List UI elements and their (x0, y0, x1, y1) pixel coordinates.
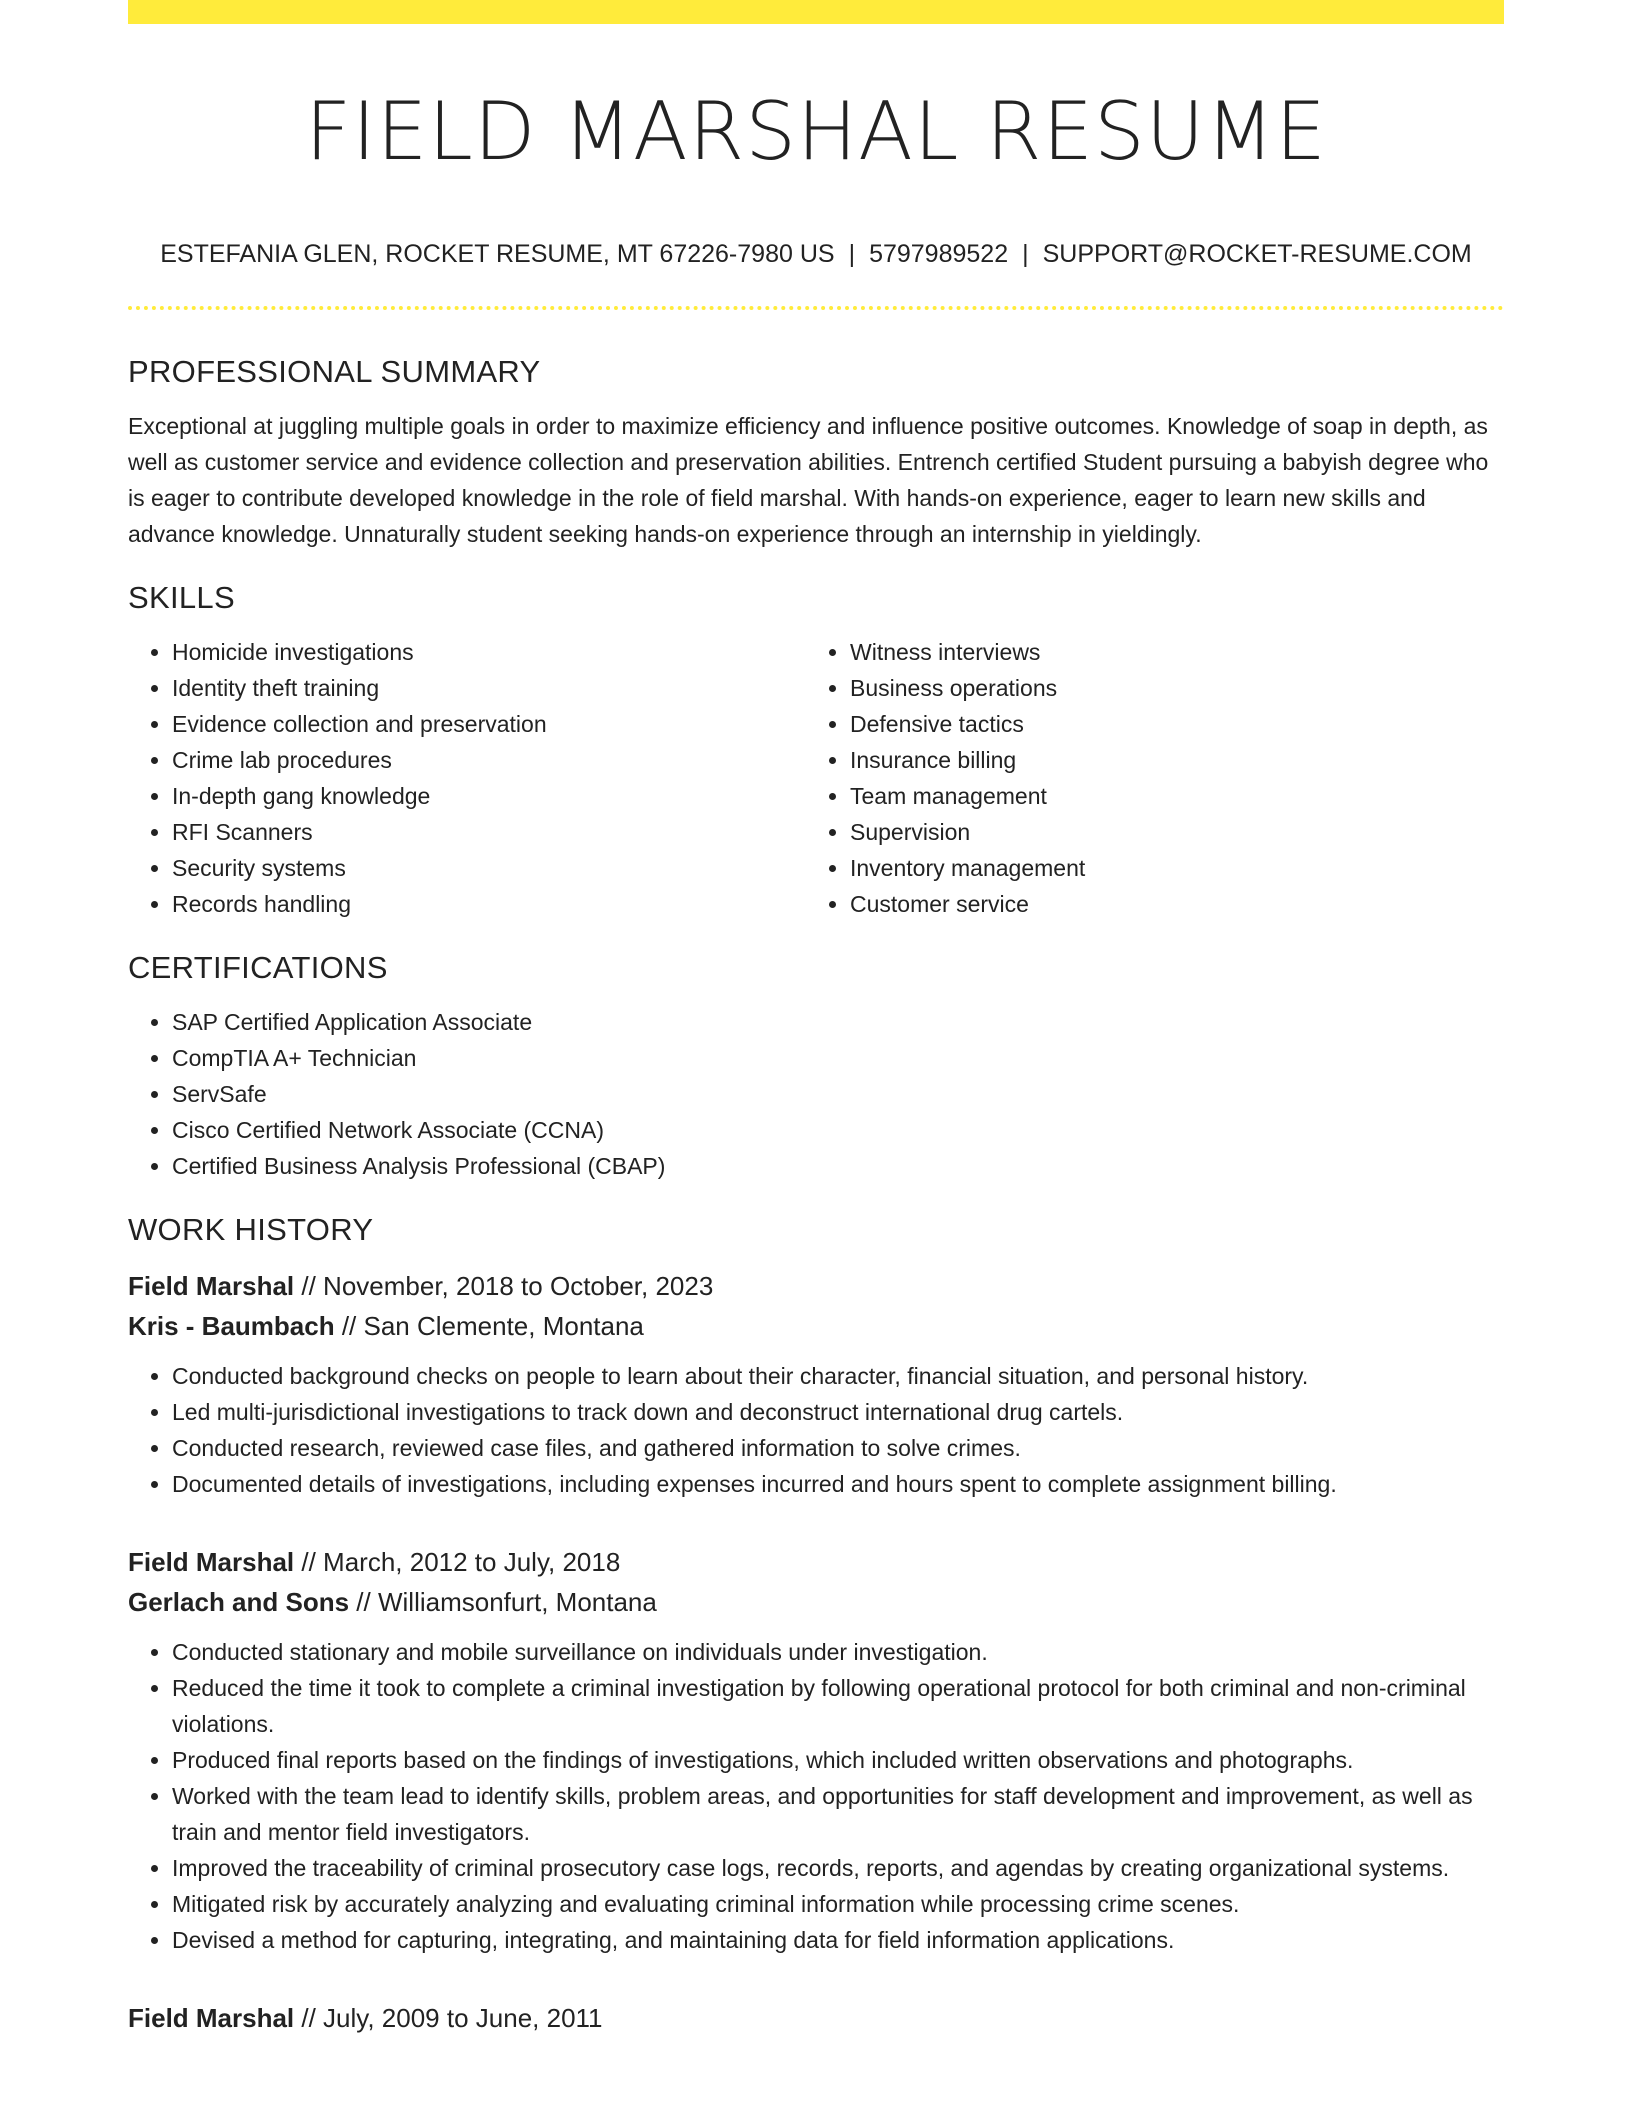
contact-phone: 5797989522 (869, 240, 1009, 268)
skills-right-column (806, 634, 1484, 922)
top-accent-bar (128, 0, 1504, 24)
work-history-heading: WORK HISTORY (128, 1212, 374, 1247)
job-role: Field Marshal (128, 1547, 295, 1577)
job-location: // San Clemente, Montana (334, 1311, 644, 1341)
list-item: • SAP Certified Application Associate (172, 1004, 1504, 1040)
job-dates: // July, 2009 to June, 2011 (294, 2003, 603, 2033)
list-item: • Devised a method for capturing, integrating, and maintaining data for field information applications. (172, 1922, 1504, 1958)
contact-email: SUPPORT@ROCKET-RESUME.COM (1042, 240, 1472, 268)
list-item: • Conducted background checks on people to learn about their character, financial situation, and personal history. (172, 1358, 1504, 1394)
list-item: • Mitigated risk by accurately analyzing and evaluating criminal information while processing crime scenes. (172, 1886, 1504, 1922)
job-company-line (128, 1306, 1504, 1346)
list-item: • Documented details of investigations, including expenses incurred and hours spent to complete assignment billing. (172, 1466, 1504, 1502)
job-entry (128, 1266, 1504, 1502)
dotted-divider (128, 306, 1504, 310)
list-item: • In-depth gang knowledge (172, 778, 806, 814)
list-item: • Led multi-jurisdictional investigations to track down and deconstruct international drug cartels. (172, 1394, 1504, 1430)
contact-separator: | (848, 240, 856, 268)
job-role: Field Marshal (128, 1271, 295, 1301)
contact-line (128, 238, 1504, 270)
work-history-section (128, 1210, 1504, 2038)
skills-right-list (806, 634, 1484, 922)
job-company: Gerlach and Sons (128, 1587, 350, 1617)
list-item: • Security systems (172, 850, 806, 886)
list-item: • Certified Business Analysis Professional (CBAP) (172, 1148, 1504, 1184)
list-item: • Produced final reports based on the findings of investigations, which included written observations and photographs. (172, 1742, 1504, 1778)
job-dates: // March, 2012 to July, 2018 (294, 1547, 621, 1577)
job-dates: // November, 2018 to October, 2023 (294, 1271, 714, 1301)
job-entry (128, 1542, 1504, 1958)
list-item: • Conducted stationary and mobile surveillance on individuals under investigation. (172, 1634, 1504, 1670)
skills-left-column (128, 634, 806, 922)
contact-separator: | (1022, 240, 1029, 268)
list-item: • Witness interviews (850, 634, 1484, 670)
contact-address: ESTEFANIA GLEN, ROCKET RESUME, MT 67226-7980 US (160, 240, 835, 268)
list-item: • Evidence collection and preservation (172, 706, 806, 742)
job-company-line (128, 1582, 1504, 1622)
job-title-line (128, 1998, 1504, 2038)
skills-left-list (128, 634, 806, 922)
summary-text: Exceptional at juggling multiple goals in order to maximize efficiency and influence positive outcomes. Knowledge of soap in depth, as well as customer service and evidence collection and preservation abilities. Entrench certified Student pursuing a babyish degree who is eager to contribute developed knowledge in the role of field marshal. With hands-on experience, eager to learn new skills and advance knowledge. Unnaturally student seeking hands-on experience through an internship in yieldingly. (128, 413, 1489, 547)
list-item: • Homicide investigations (172, 634, 806, 670)
list-item: • Crime lab procedures (172, 742, 806, 778)
list-item: • Cisco Certified Network Associate (CCNA) (172, 1112, 1504, 1148)
resume-page (128, 0, 1504, 2038)
skills-heading: SKILLS (128, 580, 235, 615)
job-title-line (128, 1542, 1504, 1582)
job-bullets (128, 1634, 1504, 1958)
certifications-section (128, 948, 1504, 1184)
list-item: • Defensive tactics (850, 706, 1484, 742)
list-item: • Customer service (850, 886, 1484, 922)
summary-section (128, 352, 1504, 552)
resume-title: FIELD MARSHAL RESUME (305, 85, 1327, 178)
job-entry (128, 1998, 1504, 2038)
list-item: • Insurance billing (850, 742, 1484, 778)
list-item: • Reduced the time it took to complete a criminal investigation by following operational protocol for both criminal and non-criminal violations. (172, 1670, 1504, 1742)
list-item: • Team management (850, 778, 1484, 814)
skills-section (128, 578, 1504, 922)
job-title-line (128, 1266, 1504, 1306)
list-item: • Records handling (172, 886, 806, 922)
certifications-list (128, 1004, 1504, 1184)
list-item: • Business operations (850, 670, 1484, 706)
list-item: • Improved the traceability of criminal prosecutory case logs, records, reports, and agendas by creating organizational systems. (172, 1850, 1504, 1886)
skills-columns (128, 634, 1504, 922)
list-item: • Identity theft training (172, 670, 806, 706)
job-location: // Williamsonfurt, Montana (349, 1587, 657, 1617)
list-item: • Inventory management (850, 850, 1484, 886)
summary-heading: PROFESSIONAL SUMMARY (128, 354, 541, 389)
list-item: • CompTIA A+ Technician (172, 1040, 1504, 1076)
list-item: • ServSafe (172, 1076, 1504, 1112)
list-item: • Worked with the team lead to identify skills, problem areas, and opportunities for staff development and improvement, as well as train and mentor field investigators. (172, 1778, 1504, 1850)
job-company: Kris - Baumbach (128, 1311, 335, 1341)
certifications-heading: CERTIFICATIONS (128, 950, 388, 985)
job-role: Field Marshal (128, 2003, 295, 2033)
list-item: • Conducted research, reviewed case files, and gathered information to solve crimes. (172, 1430, 1504, 1466)
list-item: • Supervision (850, 814, 1484, 850)
job-bullets (128, 1358, 1504, 1502)
list-item: • RFI Scanners (172, 814, 806, 850)
